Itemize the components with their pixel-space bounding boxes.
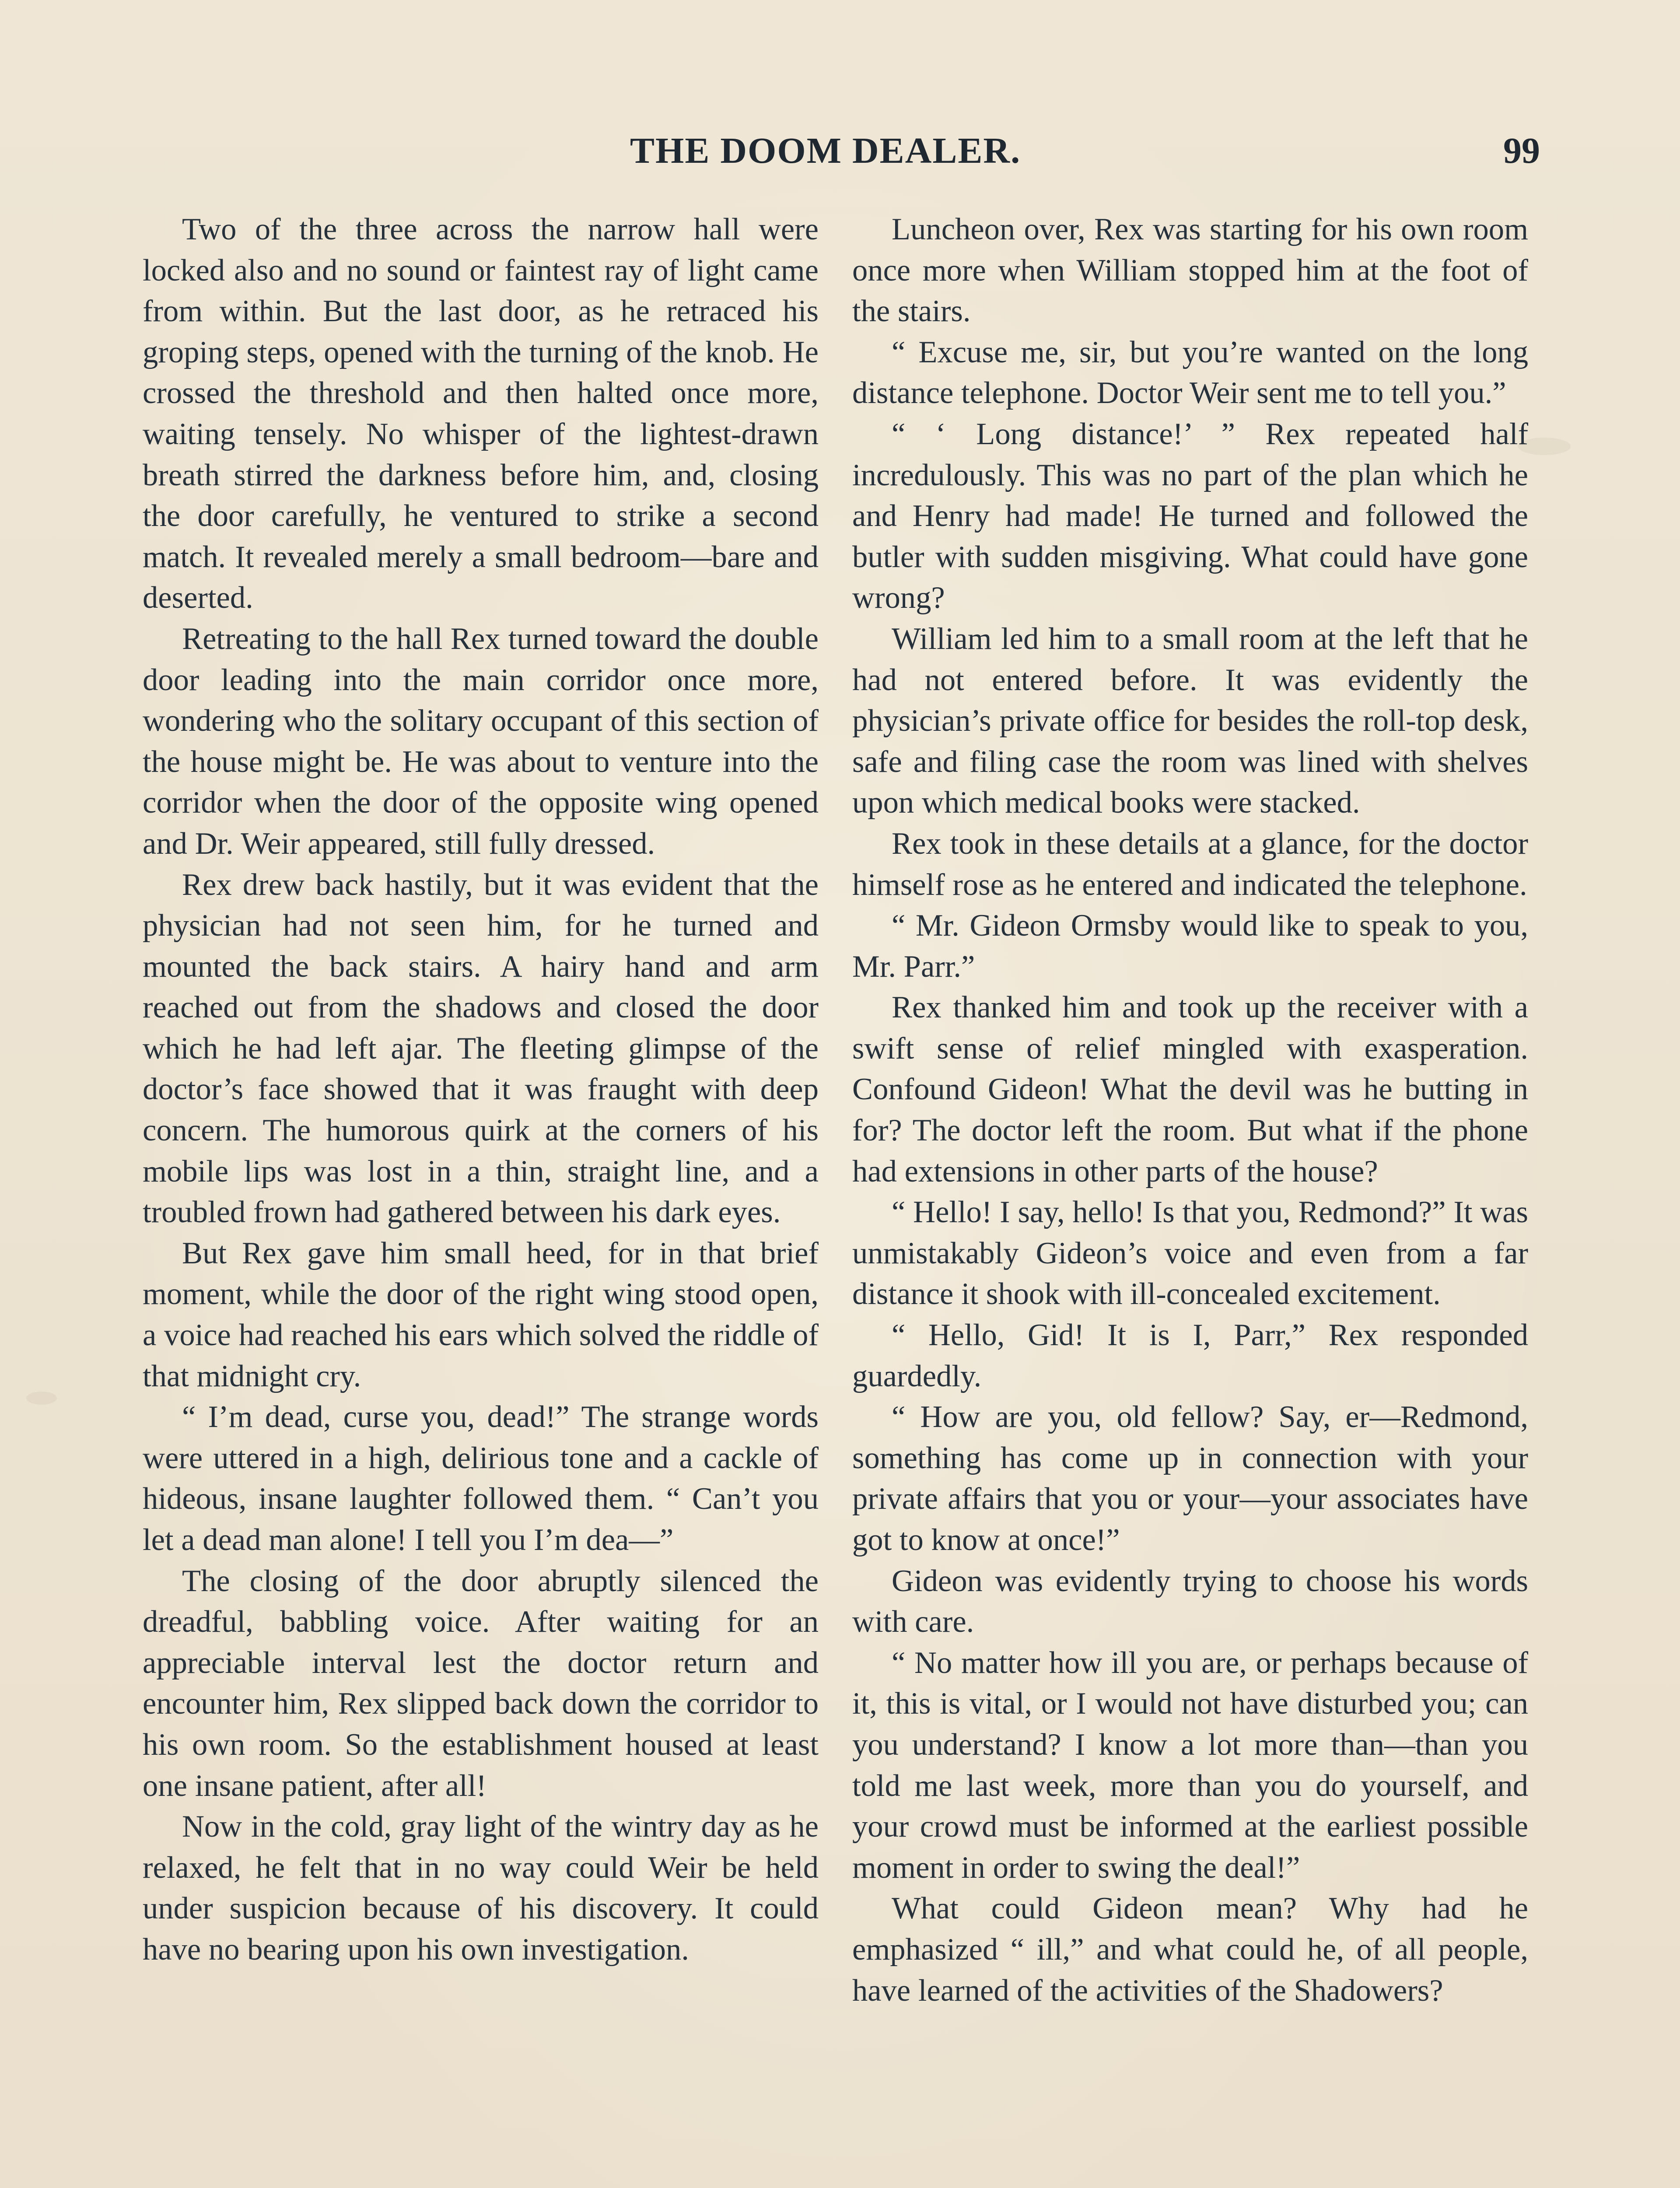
paragraph: Two of the three across the narrow hall were locked also and no sound or faintest ray of light came from within. But the last door, as he retraced his groping steps, opened with the turning of the knob. He crossed the threshold and then halted once more, waiting tensely. No whisper of the lightest-drawn breath stirred the darkness before him, and, closing the door carefully, he ventured to strike a second match. It revealed merely a small bedroom—bare and deserted. (143, 212, 819, 615)
paragraph: “ I’m dead, curse you, dead!” The strange words were uttered in a high, delirious tone and a cackle of hideous, insane laughter followed them. “ Can’t you let a dead man alone! I tell you I’m dea—” (143, 1400, 819, 1557)
paragraph: Now in the cold, gray light of the wintry day as he relaxed, he felt that in no way could Weir be held under suspicion because of his discovery. It could have no bearing upon his own investigation. (143, 1809, 819, 1967)
paragraph: “ Mr. Gideon Ormsby would like to speak to you, Mr. Parr.” (852, 908, 1528, 984)
paragraph: “ ‘ Long distance!’ ” Rex repeated half incredulously. This was no part of the plan which he and Henry had made! He turned and followed the butler with sudden misgiving. What could have gone wrong? (852, 417, 1528, 615)
running-head (158, 130, 1540, 182)
paragraph: Gideon was evidently trying to choose his words with care. (852, 1564, 1528, 1639)
paragraph: “ Excuse me, sir, but you’re wanted on the long distance telephone. Doctor Weir sent me to tell you.” (852, 335, 1528, 410)
paragraph: Luncheon over, Rex was starting for his own room once more when William stopped him at the foot of the stairs. (852, 212, 1528, 329)
paragraph: “ No matter how ill you are, or perhaps because of it, this is vital, or I would not have disturbed you; can you understand? I know a lot more than—than you told me last week, more than you do yourself, and your crowd must be informed at the earliest possible moment in order to swing the deal!” (852, 1645, 1528, 1885)
paragraph: Retreating to the hall Rex turned toward the double door leading into the main corridor once more, wondering who the solitary occupant of this section of the house might be. He was about to venture into the corridor when the door of the opposite wing opened and Dr. Weir appeared, still fully dressed. (143, 621, 819, 861)
paragraph: But Rex gave him small heed, for in that brief moment, while the door of the right wing stood open, a voice had reached his ears which solved the riddle of that midnight cry. (143, 1236, 819, 1393)
paper-stain (26, 1392, 57, 1405)
running-title: THE DOOM DEALER. (630, 130, 1021, 171)
paragraph: “ Hello, Gid! It is I, Parr,” Rex responded guardedly. (852, 1318, 1528, 1393)
left-column (143, 209, 819, 1971)
paragraph: Rex drew back hastily, but it was evident that the physician had not seen him, for he turned and mounted the back stairs. A hairy hand and arm reached out from the shadows and closed the door which he had left ajar. The fleeting glimpse of the doctor’s face showed that it was fraught with deep concern. The humorous quirk at the corners of his mobile lips was lost in a thin, straight line, and a troubled frown had gathered between his dark eyes. (143, 867, 819, 1230)
paragraph: Rex took in these details at a glance, for the doctor himself rose as he entered and indicated the telephone. (852, 826, 1528, 902)
paragraph: The closing of the door abruptly silenced the dreadful, babbling voice. After waiting for an appreciable interval lest the doctor return and encounter him, Rex slipped back down the corridor to his own room. So the establishment housed at least one insane patient, after all! (143, 1564, 819, 1803)
paragraph: Rex thanked him and took up the receiver with a swift sense of relief mingled with exasperation. Confound Gideon! What the devil was he butting in for? The doctor left the room. But what if the phone had extensions in other parts of the house? (852, 990, 1528, 1189)
right-column (852, 209, 1528, 2011)
paragraph: “ How are you, old fellow? Say, er—Redmond, something has come up in connection with your private affairs that you or your—your associates have got to know at once!” (852, 1400, 1528, 1557)
paragraph: What could Gideon mean? Why had he emphasized “ ill,” and what could he, of all people, have learned of the activities of the Shadowers? (852, 1891, 1528, 2008)
paragraph: “ Hello! I say, hello! Is that you, Redmond?” It was unmistakably Gideon’s voice and even from a far distance it shook with ill-concealed excitement. (852, 1195, 1528, 1311)
paragraph: William led him to a small room at the left that he had not entered before. It was evidently the physician’s private office for besides the roll-top desk, safe and filing case the room was lined with shelves upon which medical books were stacked. (852, 621, 1528, 820)
page-number: 99 (1503, 130, 1540, 171)
